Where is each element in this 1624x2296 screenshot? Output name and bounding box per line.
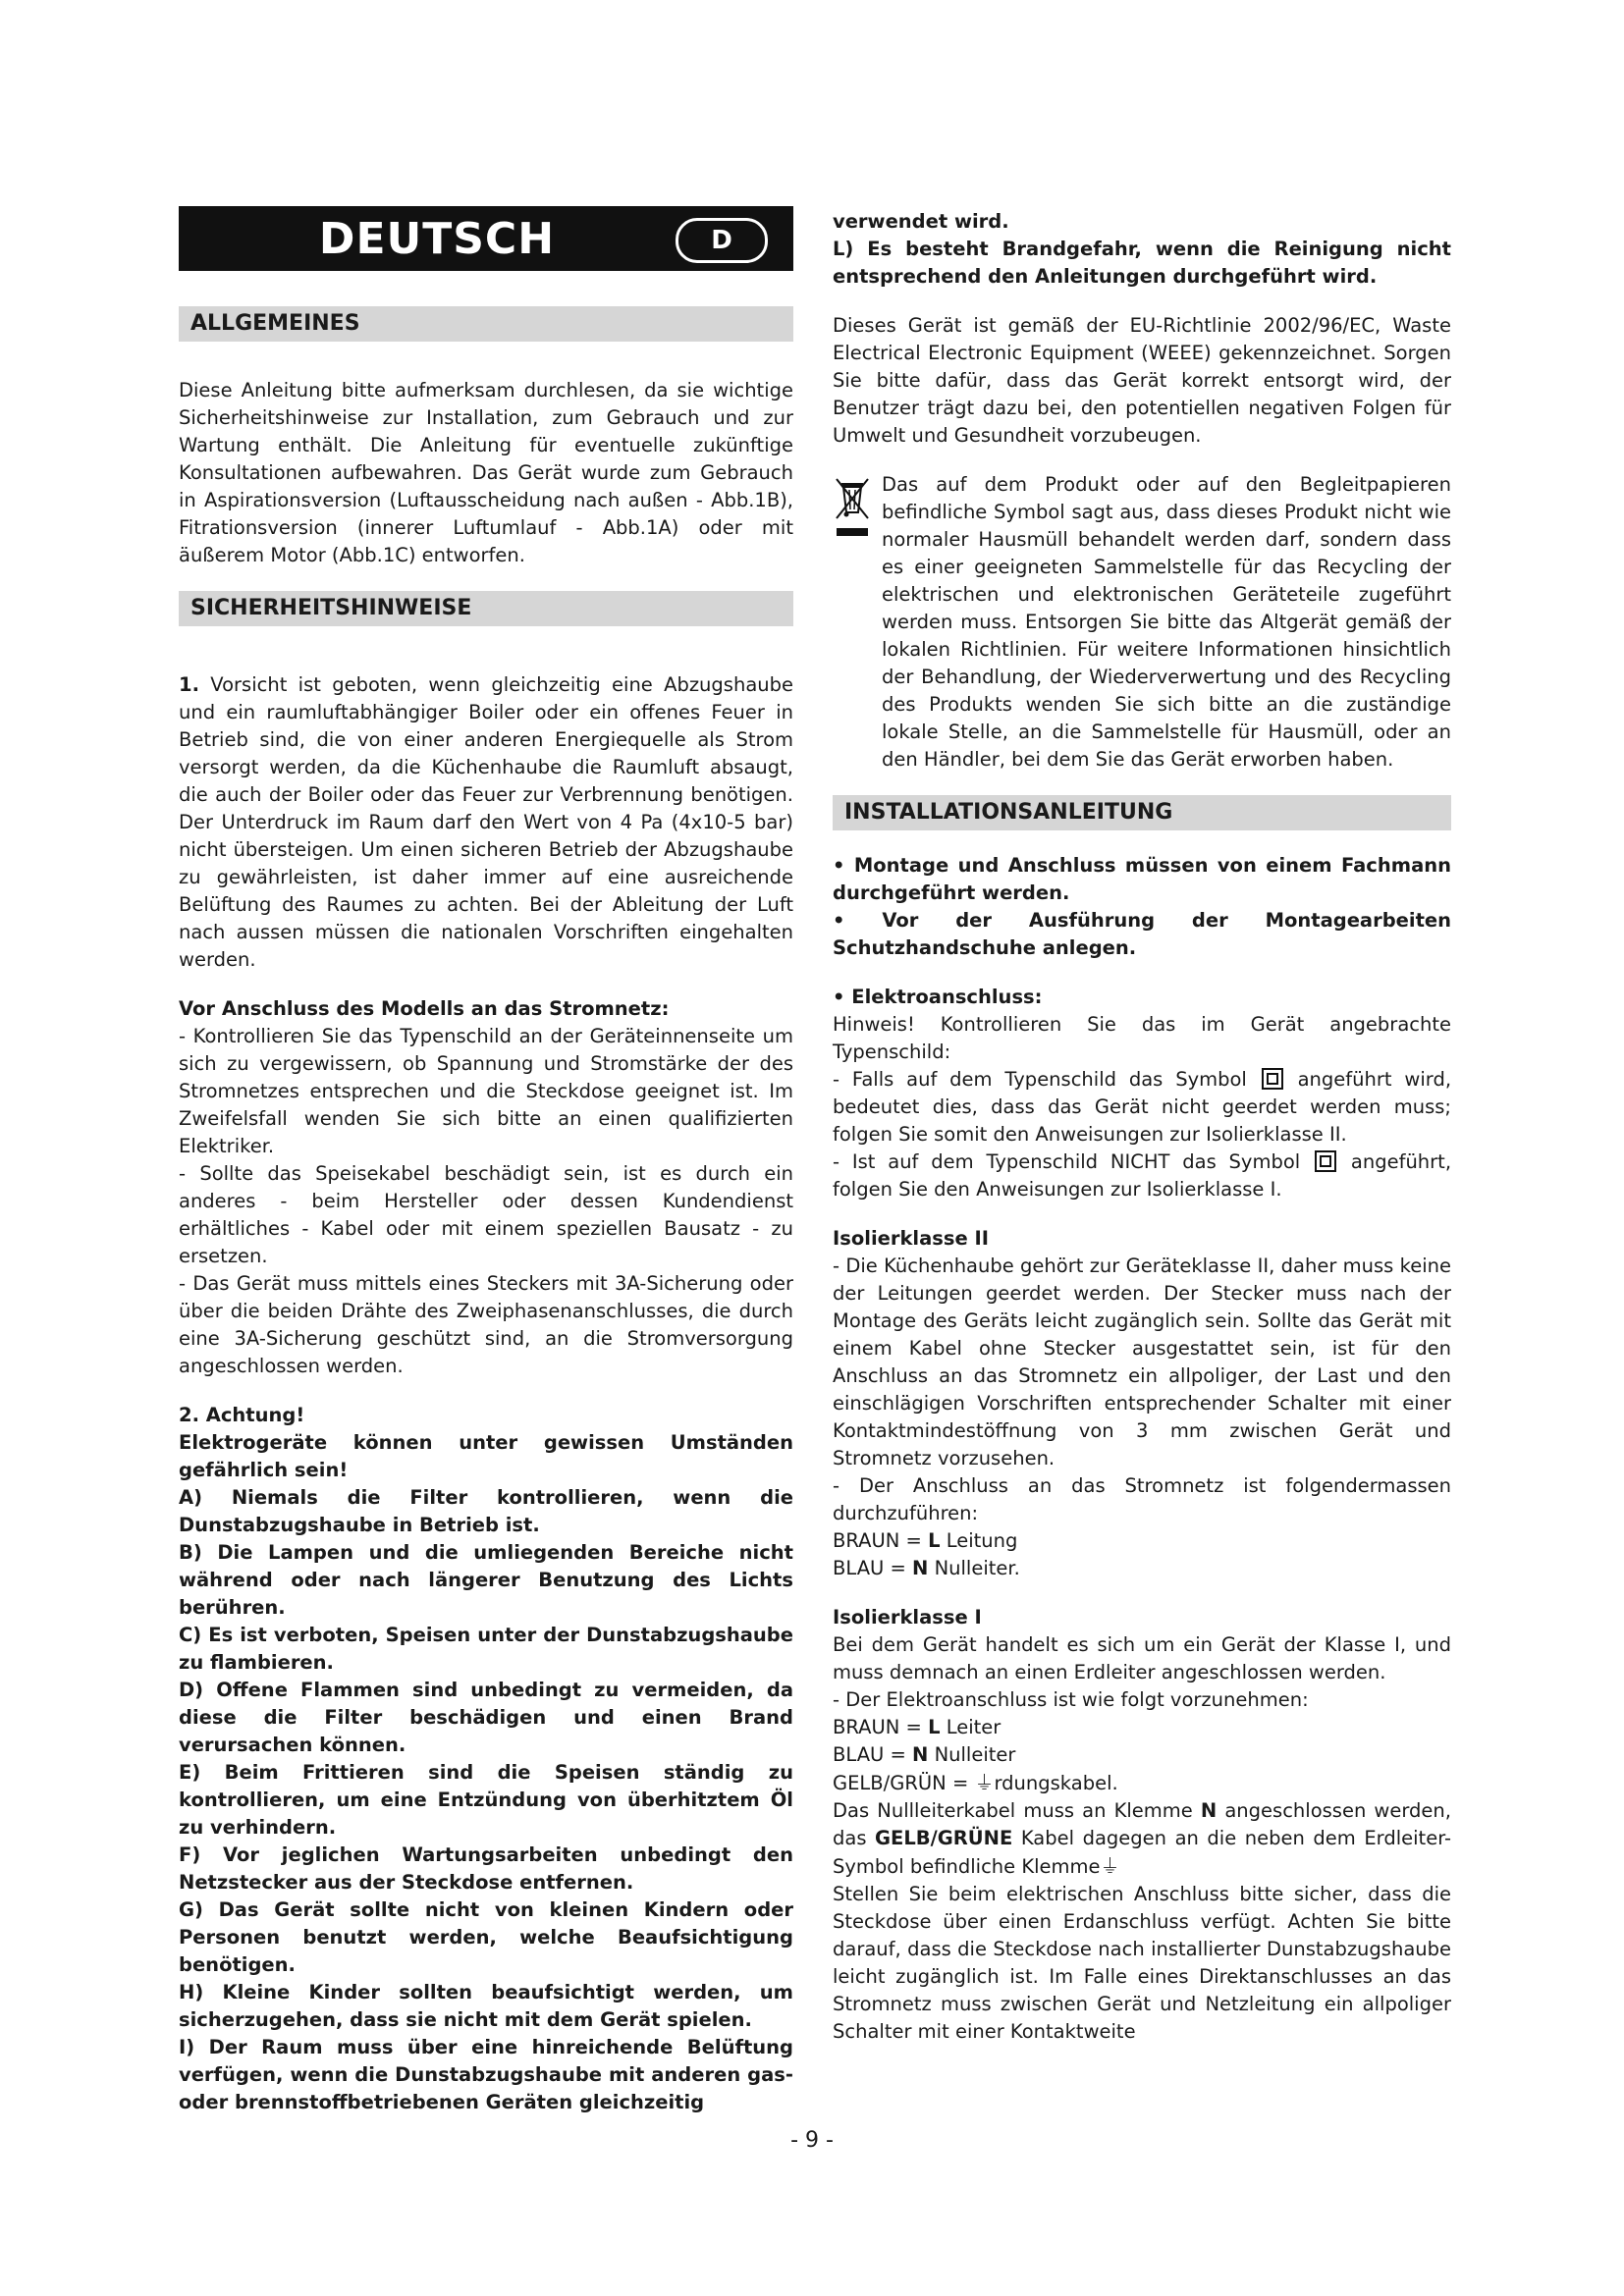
power-connection-heading: Vor Anschluss des Modells an das Stromnetz: — [179, 997, 670, 1020]
blue-wire-1 — [833, 1555, 1451, 1582]
text-part: L — [928, 1716, 941, 1738]
weee-text: Dieses Gerät ist gemäß der EU-Richtlinie 2002/96/EC, Waste Electrical Electronic Equipment (WEEE) gekennzeichnet. Sorgen Sie bitte dafür, dass das Gerät korrekt entsorgt wird, der Benutzer trägt dazu bei, den potentiellen negativen Folgen für Umwelt und Gesundheit vorzubeugen. — [833, 314, 1451, 447]
power-check-1: - Kontrollieren Sie das Typenschild an der Geräteinnenseite um sich zu vergewissern, ob Spannung und Stromstärke der des Stromnetzes entsprechen und die Steckdose geeignet ist. Im Zweifelsfall wenden Sie sich bitte an einen qualifizierten Elektriker. — [179, 1025, 793, 1157]
weee-symbol-text: Das auf dem Produkt oder auf den Begleitpapieren befindliche Symbol sagt aus, dass dieses Produkt nicht wie normaler Hausmüll behandelt werden darf, sondern dass es einer geeigneten Sammelstelle für das Recycling der elektrischen und elektronischen Geräteteile zugeführt werden muss. Entsorgen Sie bitte das Altgerät gemäß der lokalen Richtlinien. Für weitere Informationen hinsichtlich der Behandlung, der Wiederverwertung und des Recycling des Produkts wenden Sie sich bitte an die zuständige lokale Stelle, an die Sammelstelle für Hausmüll, oder an den Händler, bei dem Sie das Gerät erworben haben. — [882, 473, 1451, 771]
warning-item-f: F) Vor jeglichen Wartungsarbeiten unbedingt den Netzstecker aus der Steckdose entfernen. — [179, 1843, 793, 1894]
text-part: N — [912, 1557, 929, 1579]
page-title: DEUTSCH — [318, 213, 556, 264]
section-heading-installation: INSTALLATIONSANLEITUNG — [833, 795, 1451, 830]
text-part: rdungskabel. — [994, 1772, 1118, 1794]
yellow-green-wire — [833, 1769, 1451, 1797]
text-part: - Ist auf dem Typenschild NICHT das Symbol — [833, 1150, 1301, 1173]
class-ii-text: - Die Küchenhaube gehört zur Geräteklasse II, daher muss keine der Leitungen geerdet werden. Der Stecker muss nach der Montage des Geräts leicht zugänglich sein. Sollte das Gerät mit einem Kabel ohne Stecker ausgestattet sein, ist für den Anschluss an das Stromnetz ein allpoliger, der Last und den einschlägigen Vorschriften entsprechender Schalter mit einer Kontaktmindestöffnung von 3 mm zwischen Gerät und Stromnetz vorzusehen. — [833, 1255, 1451, 1469]
earth-connection-text: Stellen Sie beim elektrischen Anschluss bitte sicher, dass die Steckdose über einen Erdanschluss verfügt. Achten Sie bitte darauf, dass die Steckdose nach installierter Dunstabzugshaube leicht zugänglich ist. Im Falle eines Direktanschlusses an das Stromnetz muss zwischen Gerät und Netzleitung ein allpoliger Schalter mit einer Kontaktweite — [833, 1883, 1451, 2043]
text-part: L — [928, 1529, 941, 1552]
text-part: BRAUN = — [833, 1716, 929, 1738]
brown-wire-2 — [833, 1714, 1451, 1741]
general-text: Diese Anleitung bitte aufmerksam durchlesen, da sie wichtige Sicherheitshinweise zur Installation, zum Gebrauch und zur Wartung enthält. Die Anleitung für eventuelle zukünftige Konsultationen aufbewahren. Das Gerät wurde zum Gebrauch in Aspirationsversion (Luftausscheidung nach außen - Abb.1B), Fitrationsversion (innerer Luftumlauf - Abb.1A) oder mit äußerem Motor (Abb.1C) entworfen. — [179, 379, 793, 566]
text-part: N — [912, 1743, 929, 1766]
warning-item-g: G) Das Gerät sollte nicht von kleinen Kindern oder Personen benutzt werden, welche Beaufsichtigung benötigen. — [179, 1898, 793, 1976]
install-bullet-1: • Montage und Anschluss müssen von einem Fachmann durchgeführt werden. — [833, 854, 1451, 904]
text-part: Das Nullleiterkabel muss an Klemme — [833, 1799, 1201, 1822]
point-number: 1. — [179, 673, 199, 696]
text-part: BRAUN = — [833, 1529, 929, 1552]
warning-item-b: B) Die Lampen und die umliegenden Bereiche nicht während oder nach längerer Benutzung des Lichts berühren. — [179, 1541, 793, 1619]
class-i-connection: - Der Elektroanschluss ist wie folgt vorzunehmen: — [833, 1688, 1309, 1711]
text-part: Nulleiter — [928, 1743, 1016, 1766]
neutral-wire-text — [833, 1797, 1451, 1881]
warning-item-c: C) Es ist verboten, Speisen unter der Dunstabzugshaube zu flambieren. — [179, 1624, 793, 1674]
weee-symbol-block — [833, 471, 1451, 774]
class-ii-connection: - Der Anschluss an das Stromnetz ist folgendermassen durchzuführen: — [833, 1474, 1451, 1524]
crossed-bin-icon — [833, 471, 876, 774]
continued-text: verwendet wird. — [833, 210, 1009, 233]
warning-item-d: D) Offene Flammen sind unbedingt zu vermeiden, da diese die Filter beschädigen und einen Brand verursachen können. — [179, 1679, 793, 1756]
double-insulation-icon — [1315, 1150, 1336, 1172]
page-number: - 9 - — [790, 2128, 834, 2153]
point-text: Vorsicht ist geboten, wenn gleichzeitig eine Abzugshaube und ein raumluftabhängiger Boiler oder ein offenes Feuer in Betrieb sind, die von einer anderen Energiequelle als Strom versorgt werden, da die Küchenhaube die Raumluft absaugt, die auch der Boiler oder das Feuer zur Verbrennung benötigen. Der Unterdruck im Raum darf den Wert von 4 Pa (4x10-5 bar) nicht übersteigen. Um einen sicheren Betrieb der Abzugshaube zu gewährleisten, ist daher immer auf eine ausreichende Belüftung des Raumes zu achten. Bei der Ableitung der Luft nach aussen müssen die nationalen Vorschriften eingehalten werden. — [179, 673, 793, 971]
earth-icon: ⏚ — [974, 1771, 995, 1794]
text-part: Leitung — [940, 1529, 1018, 1552]
electrical-heading: • Elektroanschluss: — [833, 986, 1043, 1008]
double-insulation-icon — [1262, 1068, 1283, 1090]
left-column — [179, 206, 793, 2116]
language-badge: D — [676, 218, 768, 263]
electrical-note: Hinweis! Kontrollieren Sie das im Gerät angebrachte Typenschild: — [833, 1013, 1451, 1063]
text-part: N — [1200, 1799, 1218, 1822]
language-title-bar — [179, 206, 793, 271]
power-check-3: - Das Gerät muss mittels eines Steckers mit 3A-Sicherung oder über die beiden Drähte des Zweiphasenanschlusses, die durch eine 3A-Sicherung geschützt sind, an die Stromversorgung angeschlossen werden. — [179, 1272, 793, 1377]
text-part: angeführt wird, bedeutet dies, dass das Gerät nicht geerdet werden muss; folgen Sie somit den Anweisungen zur Isolierklasse II. — [833, 1068, 1452, 1146]
install-bullet-2: • Vor der Ausführung der Montagearbeiten Schutzhandschuhe anlegen. — [833, 909, 1451, 959]
right-column — [833, 208, 1451, 2046]
earth-icon: ⏚ — [1100, 1854, 1120, 1878]
blue-wire-2 — [833, 1741, 1451, 1769]
class-i-check — [833, 1148, 1451, 1203]
text-part: Nulleiter. — [928, 1557, 1020, 1579]
brown-wire-1 — [833, 1527, 1451, 1555]
warning-item-a: A) Niemals die Filter kontrollieren, wenn die Dunstabzugshaube in Betrieb ist. — [179, 1486, 793, 1536]
class-ii-heading: Isolierklasse II — [833, 1227, 990, 1250]
class-ii-check — [833, 1066, 1451, 1148]
warning-item-i: I) Der Raum muss über eine hinreichende Belüftung verfügen, wenn die Dunstabzugshaube mit anderen gas- oder brennstoffbetriebenen Geräten gleichzeitig — [179, 2036, 793, 2113]
warning-item-e: E) Beim Frittieren sind die Speisen ständig zu kontrollieren, um eine Entzündung von überhitztem Öl zu verhindern. — [179, 1761, 793, 1839]
text-part: angeschlossen werden, das — [833, 1799, 1451, 1849]
safety-point-1 — [179, 671, 793, 974]
warning-item-l: L) Es besteht Brandgefahr, wenn die Reinigung nicht entsprechend den Anleitungen durchgeführt wird. — [833, 238, 1451, 288]
class-i-text: Bei dem Gerät handelt es sich um ein Gerät der Klasse I, und muss demnach an einen Erdleiter angeschlossen werden. — [833, 1633, 1451, 1683]
section-heading-safety: SICHERHEITSHINWEISE — [179, 591, 793, 626]
warning-item-h: H) Kleine Kinder sollten beaufsichtigt werden, um sicherzugehen, dass sie nicht mit dem Gerät spielen. — [179, 1981, 793, 2031]
class-i-heading: Isolierklasse I — [833, 1606, 982, 1629]
text-part: GELB/GRÜN = — [833, 1772, 975, 1794]
text-part: Kabel dagegen an die neben dem Erdleiter-Symbol befindliche Klemme — [833, 1827, 1451, 1878]
warning-heading: 2. Achtung! — [179, 1404, 305, 1426]
text-part: - Falls auf dem Typenschild das Symbol — [833, 1068, 1247, 1091]
warning-intro: Elektrogeräte können unter gewissen Umständen gefährlich sein! — [179, 1431, 793, 1481]
text-part: Leiter — [940, 1716, 1001, 1738]
power-check-2: - Sollte das Speisekabel beschädigt sein, ist es durch ein anderes - beim Hersteller oder dessen Kundendienst erhältliches - Kabel oder mit einem speziellen Bausatz - zu ersetzen. — [179, 1162, 793, 1267]
text-part: GELB/GRÜNE — [875, 1827, 1013, 1849]
section-heading-general: ALLGEMEINES — [179, 306, 793, 342]
text-part: BLAU = — [833, 1743, 913, 1766]
text-part: angeführt, folgen Sie den Anweisungen zur Isolierklasse I. — [833, 1150, 1452, 1201]
text-part: BLAU = — [833, 1557, 913, 1579]
